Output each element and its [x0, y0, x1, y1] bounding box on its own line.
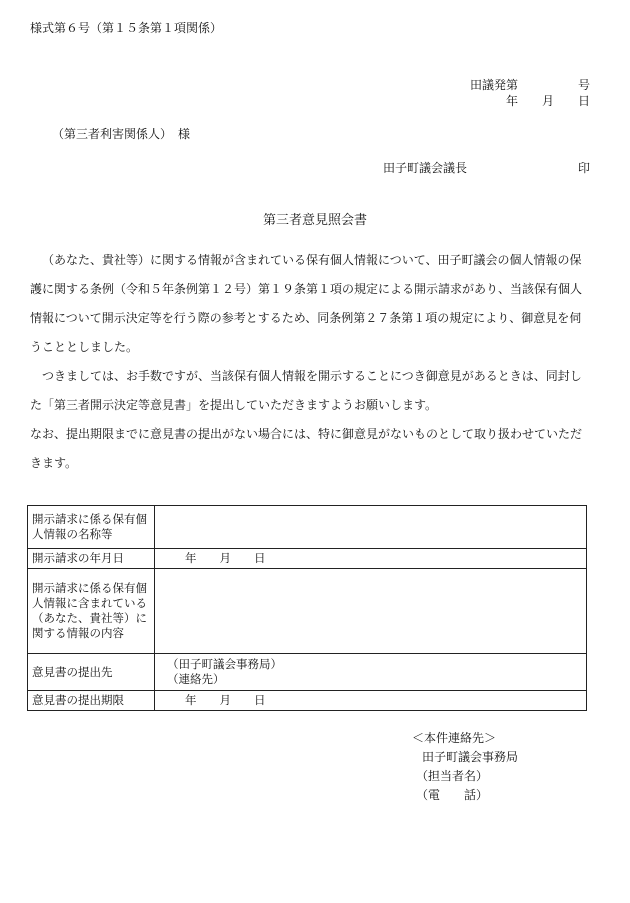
row-label-submit-to: 意見書の提出先 [28, 654, 155, 691]
contact-person: （担当者名） [416, 769, 489, 783]
row-value-info-content [155, 569, 587, 654]
addressee: （第三者利害関係人） 様 [52, 127, 191, 141]
contact-phone: （電 話） [416, 788, 489, 802]
row-label-info-name: 開示請求に係る保有個人情報の名称等 [28, 506, 155, 549]
table-row [28, 654, 587, 691]
sender-title: 田子町議会議長 [383, 161, 468, 175]
body-paragraph-3: なお、提出期限までに意見書の提出がない場合には、特に御意見がないものとして取り扱わせていただきます。 [30, 427, 583, 470]
table-row [28, 569, 587, 654]
body-text [30, 246, 590, 478]
info-table [27, 505, 587, 711]
row-label-info-content: 開示請求に係る保有個人情報に含まれている（あなた、貴社等）に関する情報の内容 [28, 569, 155, 654]
document-number: 田議発第 号 [469, 78, 590, 92]
row-label-request-date: 開示請求の年月日 [28, 549, 155, 569]
submit-to-contact: （連絡先） [167, 672, 225, 686]
contact-heading: ＜本件連絡先＞ [412, 731, 497, 745]
row-value-deadline: 年 月 日 [155, 691, 587, 711]
row-label-deadline: 意見書の提出期限 [28, 691, 155, 711]
row-value-info-name [155, 506, 587, 549]
table-row [28, 691, 587, 711]
body-paragraph-2: つきましては、お手数ですが、当該保有個人情報を開示することにつき御意見があるときは、同封した「第三者開示決定等意見書」を提出していただきますようお願いします。 [30, 369, 582, 412]
row-value-request-date: 年 月 日 [155, 549, 587, 569]
form-label: 様式第６号（第１５条第１項関係） [30, 21, 223, 35]
document-date: 年 月 日 [505, 94, 590, 108]
seal-mark: 印 [578, 161, 591, 175]
row-value-submit-to [155, 654, 587, 691]
document-title: 第三者意見照会書 [262, 213, 367, 228]
table-row [28, 549, 587, 569]
body-paragraph-1: （あなた、貴社等）に関する情報が含まれている保有個人情報について、田子町議会の個人情報の保護に関する条例（令和５年条例第１２号）第１９条第１項の規定による開示請求があり、当該保有個人情報について開示決定等を行う際の参考とするため、同条例第２７条第１項の規定により、御意見を伺うこととしました。 [30, 253, 583, 354]
contact-office: 田子町議会事務局 [422, 750, 519, 764]
contact-block [412, 729, 518, 805]
table-row [28, 506, 587, 549]
submit-to-office: （田子町議会事務局） [167, 657, 282, 671]
